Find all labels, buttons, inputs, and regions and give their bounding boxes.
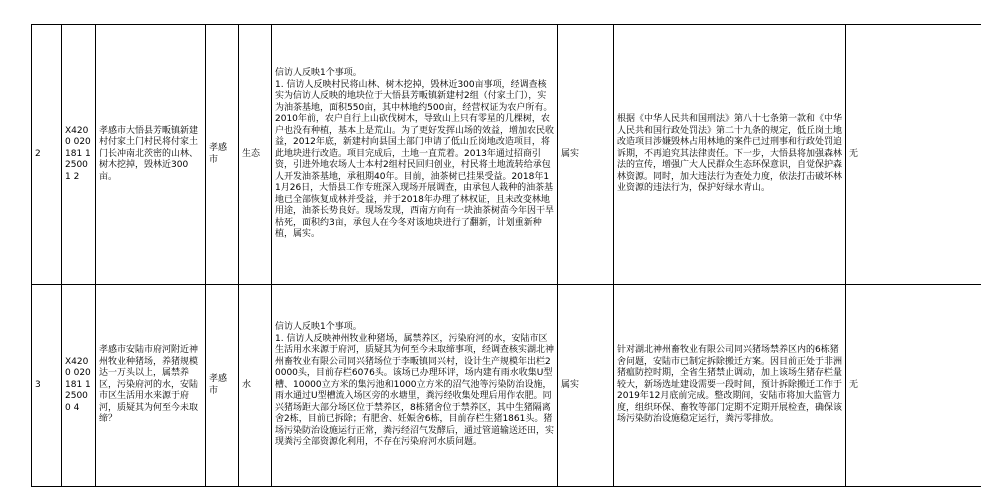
investigation-content [272, 25, 558, 285]
row-index: 3 [32, 285, 62, 487]
case-code: X4200 020181 125000 4 [62, 285, 96, 487]
handling-result: 针对湖北神州畜牧业有限公司同兴猪场禁养区内的6栋猪舍问题，安陆市已制定拆除搬迁方案。因目前正处于非洲猪瘟防控时期，全省生猪禁止调动，加上该场生猪存栏量较大，新场选址建设需要一段时间，预计拆除搬迁工作于2019年12月底前完成。整改期间，安陆市将加大监管力度，组织环保、畜牧等部门定期不定期开展检查，确保该场污染防治设施稳定运行，粪污零排放。 [614, 285, 846, 487]
category-cell: 生态 [239, 25, 272, 285]
category-cell: 水 [239, 285, 272, 487]
accountability-cell: 无 [846, 285, 981, 487]
petition-table [31, 24, 981, 487]
complaint-summary: 孝感市大悟县芳畈镇新建村付家土门村民将付家土门长冲南北茨密的山林、树木挖掉，毁林近300亩。 [96, 25, 206, 285]
table-row [32, 25, 981, 285]
region-cell: 孝感市 [206, 25, 239, 285]
table-row [32, 285, 981, 487]
complaint-summary: 孝感市安陆市府河附近神州牧业种猪场，养猪规模达一万头以上，属禁养区，污染府河的水，安陆市区生活用水来源于府河，质疑其为何至今未取缔？ [96, 285, 206, 487]
region-cell: 孝感市 [206, 285, 239, 487]
content-detail: 1. 信访人反映神州牧业种猪场，属禁养区，污染府河的水，安陆市区生活用水来源于府河，质疑其为何至今未取缔事项，经调查核实湖北神州畜牧业有限公司同兴猪场位于李畈镇同兴村，设计生产规模年出栏20000头，目前存栏6076头。该场已办理环评，场内建有雨水收集U型槽、10000立方米的集污池和1000立方米的沼气池等污染防治设施，雨水通过U型槽流入场区旁的水塘里，粪污经收集处理后用作农肥。同兴猪场距大部分场区位于禁养区，8栋猪舍位于禁养区，其中生猪隔离舍2栋，目前已拆除；有肥舍、妊娠舍6栋，目前存栏生猪1861头。猪场污染防治设施运行正常，粪污经沼气发酵后，通过管道输送还田，实现粪污全部资源化利用，不存在污染府河水质问题。 [275, 333, 555, 448]
content-detail: 1. 信访人反映村民将山林、树木挖掉，毁林近300亩事项，经调查核实为信访人反映的地块位于大悟县芳畈镇新建村2组（付家土门），实为油茶基地，面积550亩，其中林地约500亩，经营权证为农户所有。2010年前，农户自行上山砍伐树木，导致山上只有零星的几棵树，农户也没有种植，基本上是荒山。为了更好发挥山场的效益，增加农民收益，2012年底，新建村向县国土部门申请了低山丘岗地改造项目，将此地块进行改造。项目完成后，土地一直荒着。2013年通过招商引资，引进外地农场人士本村2组村民回归创业，村民将土地流转给承包人开发油茶基地，承租期40年。目前，油茶树已挂果受益。2018年11月26日，大悟县工作专班深入现场开展调查，由承包人栽种的油茶基地已全部恢复成林并受益，并于2018年办理了林权证，且未改变林地用途，油茶长势良好。现场发现，西南方向有一块油茶树苗今年因干旱枯死，面积约3亩，承包人在今冬对该地块进行了翻新，计划重新种植，属实。 [275, 79, 555, 240]
row-index: 2 [32, 25, 62, 285]
verdict-cell: 属实 [558, 25, 614, 285]
investigation-content [272, 285, 558, 487]
case-code: X4200 020181 125001 2 [62, 25, 96, 285]
handling-result: 根据《中华人民共和国刑法》第八十七条第一款和《中华人民共和国行政处罚法》第二十九条的规定，低丘岗土地改造项目涉嫌毁林占用林地的案件已过刑事和行政处罚追诉期，不再追究其法律责任。下一步，大悟县将加强森林法的宣传，增强广大人民群众生态环保意识，自觉保护森林资源。同时，加大违法行为查处力度，依法打击破坏林业资源的违法行为，保护好绿水青山。 [614, 25, 846, 285]
accountability-cell: 无 [846, 25, 981, 285]
verdict-cell: 属实 [558, 285, 614, 487]
content-intro: 信访人反映1个事项。 [275, 322, 362, 333]
content-intro: 信访人反映1个事项。 [275, 68, 362, 79]
